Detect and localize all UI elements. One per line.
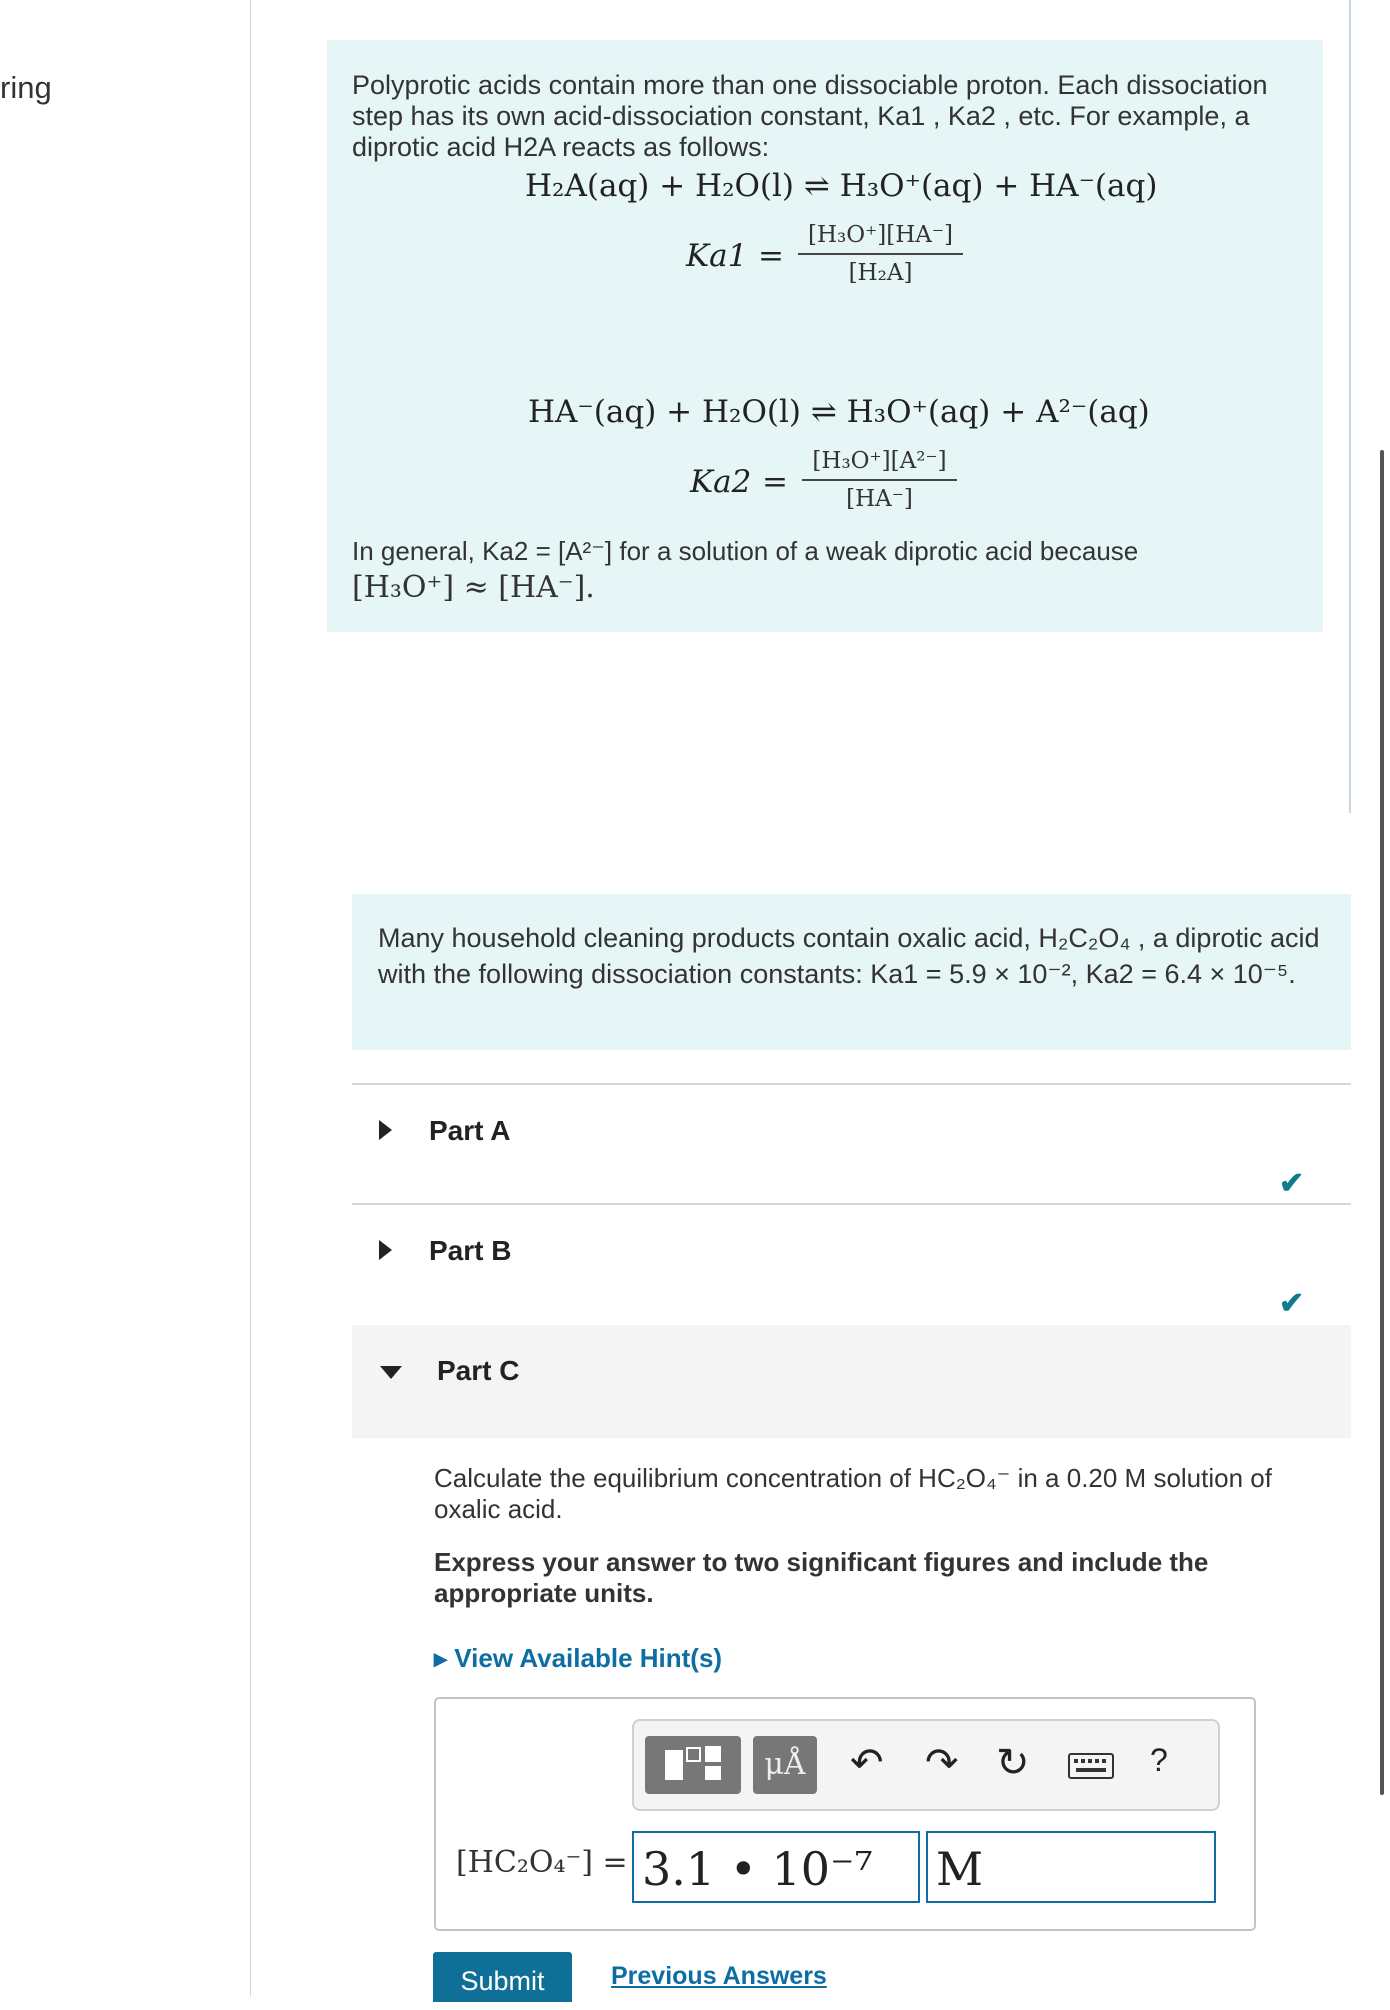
ka2-fraction: [802, 448, 957, 512]
general-statement-line1: In general, Ka2 = [A²⁻] for a solution of a weak diprotic acid because: [352, 536, 1139, 566]
previous-answers-link[interactable]: Previous Answers: [611, 1962, 827, 1990]
part-c-label[interactable]: Part C: [437, 1355, 520, 1386]
intro-paragraph: Polyprotic acids contain more than one dissociable proton. Each dissociation step has its own acid-dissociation constant, Ka1 , Ka2 , etc. For example, a diprotic acid H2A reacts as follows:: [352, 70, 1268, 162]
view-hints-link[interactable]: [434, 1643, 722, 1674]
hint-triangle-icon: ▸: [434, 1643, 455, 1673]
divider-top: [352, 1083, 1351, 1085]
submit-button[interactable]: Submit: [433, 1952, 572, 2002]
part-c-instruction: Express your answer to two significant figures and include the appropriate units.: [434, 1547, 1209, 1608]
content-right-border: [1349, 0, 1351, 813]
hint-link-label[interactable]: View Available Hint(s): [454, 1643, 723, 1673]
ka2-denominator: [HA⁻]: [846, 486, 913, 512]
ka2-lhs: Ka2: [690, 464, 752, 500]
content-left-border: [250, 0, 251, 1997]
undo-icon[interactable]: ↶: [850, 1741, 884, 1785]
redo-icon[interactable]: ↷: [925, 1741, 959, 1785]
part-a-check-icon: ✔: [1279, 1167, 1305, 1200]
ka1-fraction: [798, 222, 963, 286]
help-button[interactable]: ?: [1150, 1742, 1168, 1778]
units-button[interactable]: μÅ: [753, 1736, 817, 1794]
keyboard-icon[interactable]: [1068, 1753, 1114, 1779]
divider-ab: [352, 1203, 1351, 1205]
part-c-question: Calculate the equilibrium concentration of HC₂O₄⁻ in a 0.20 M solution of oxalic acid.: [434, 1463, 1272, 1524]
answer-value-input[interactable]: 3.1 • 10⁻⁷: [632, 1831, 920, 1903]
ka1-numerator: [H₃O⁺][HA⁻]: [808, 222, 953, 248]
part-b-expand-icon[interactable]: [379, 1240, 392, 1260]
ka1-equals: =: [758, 238, 784, 274]
reaction-1: H₂A(aq) + H₂O(l) ⇌ H₃O⁺(aq) + HA⁻(aq): [525, 168, 1158, 204]
template-icon: [645, 1736, 741, 1794]
ka1-fraction-bar: [798, 253, 963, 255]
part-b-label[interactable]: Part B: [429, 1235, 512, 1266]
ka2-numerator: [H₃O⁺][A²⁻]: [812, 448, 947, 474]
sidebar-cut-text: ring: [0, 70, 52, 105]
reaction-2: HA⁻(aq) + H₂O(l) ⇌ H₃O⁺(aq) + A²⁻(aq): [528, 394, 1150, 430]
answer-units-input[interactable]: M: [926, 1831, 1216, 1903]
keyboard-keys-icon: [1070, 1755, 1112, 1777]
scrollbar[interactable]: [1380, 450, 1384, 1795]
ka1-lhs: Ka1: [686, 238, 748, 274]
ka2-equals: =: [762, 464, 788, 500]
answer-label: [HC₂O₄⁻] =: [456, 1845, 628, 1880]
ka2-fraction-bar: [802, 479, 957, 481]
context-text: Many household cleaning products contain oxalic acid, H₂C₂O₄ , a diprotic acid with the following dissociation constants: Ka1 = 5.9 × 10⁻², Ka2 = 6.4 × 10⁻⁵.: [378, 923, 1320, 989]
part-a-expand-icon[interactable]: [379, 1120, 392, 1140]
part-b-check-icon: ✔: [1279, 1287, 1305, 1320]
general-statement-line2: [H₃O⁺] ≈ [HA⁻].: [352, 570, 595, 605]
template-button[interactable]: [645, 1736, 741, 1794]
part-a-label[interactable]: Part A: [429, 1115, 511, 1146]
ka1-denominator: [H₂A]: [848, 260, 913, 286]
reset-icon[interactable]: ↻: [996, 1741, 1030, 1785]
part-c-collapse-icon[interactable]: [380, 1366, 402, 1379]
